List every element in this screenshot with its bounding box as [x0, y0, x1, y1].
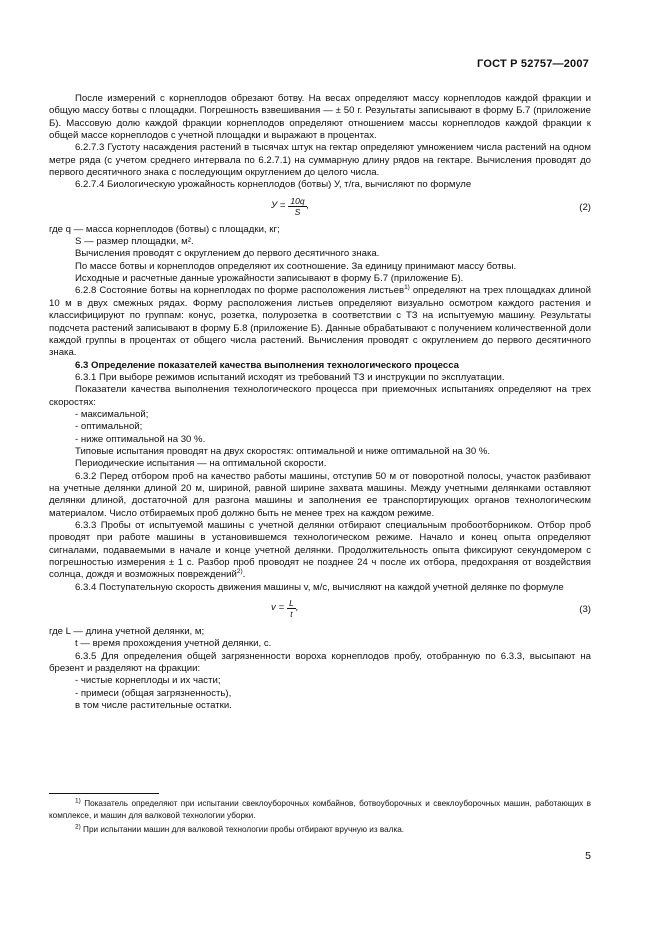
- formula-2-fraction: [288, 196, 306, 217]
- footnote-1-text: Показатель определяют при испытании свеклоуборочных комбайнов, ботвоуборочных и свеклоуборочных машин, работающих в комплексе, и машин для валковой технологии уборки.: [49, 799, 591, 820]
- footnote-2-text: При испытании машин для валковой технологии пробы отбирают вручную из валка.: [80, 825, 405, 835]
- list-item-opt: - оптимальной;: [75, 421, 143, 433]
- where-t: t — время прохождения учетной делянки, с.: [75, 638, 272, 650]
- formula-2-numerator: 10q: [290, 195, 305, 206]
- paragraph-type-tests: Типовые испытания проводят на двух скоростях: оптимальной и ниже оптимальной на 30 %.: [75, 445, 491, 457]
- paragraph-6-2-8-start: 6.2.8 Состояние ботвы на корнеплодах по форме расположения листьев: [75, 285, 405, 297]
- paragraph-6-2-8-rest: определяют на трех площадках длиной 10 м в двух смежных рядах. Форму расположения листьев определяют визуально осмотром каждого растения и классифицируют по группам: конус, розетка, полурозетка в соответствии с ТЗ на испытуемую машину. Результаты подсчета растений записывают в форму Б.8 (приложение Б). Данные обрабатывают с получением количественной доли каждой группы в процентах от общего числа растений. Вычисления проводят с округлением до первого десятичного знака.: [49, 285, 592, 359]
- where-s: S — размер площадки, м².: [75, 236, 194, 248]
- formula-3-tail: ,: [295, 602, 299, 614]
- paragraph-6-3-5: 6.3.5 Для определения общей загрязненности вороха корнеплодов пробу, отобранную по 6.3.3, высыпают на брезент и разделяют на фракции:: [49, 650, 591, 675]
- paragraph-6-2-7-4: 6.2.7.4 Биологическую урожайность корнеплодов (ботвы) У, т/га, вычисляют по формуле: [75, 179, 472, 191]
- paragraph-ratio: По массе ботвы и корнеплодов определяют их соотношение. За единицу принимают массу ботвы.: [75, 260, 517, 272]
- paragraph-6-3-3: [49, 520, 591, 582]
- standard-header: ГОСТ Р 52757—2007: [477, 58, 589, 70]
- list-item-max: - максимальной;: [75, 408, 149, 420]
- paragraph-6-3-1: 6.3.1 При выборе режимов испытаний исходят из требований ТЗ и инструкции по эксплуатации.: [75, 371, 505, 383]
- formula-2: [49, 192, 591, 224]
- formula-3-number: (3): [579, 604, 591, 616]
- paragraph-6-3-3-text: 6.3.3 Пробы от испытуемой машины с учетной делянки отбирают специальным пробоотборником. Отбор проб проводят при работе машины в установившемся технологическом режиме. Начало и конец опыта определяют сигналами, подаваемыми в начале и конце учетной делянки. Продолжительность опыта фиксируют секундомером с погрешностью измерения ± 1 с. Разбор проб проводят не позднее 24 ч после их отбора, предохраняя от воздействия солнца, дождя и возможных повреждений: [49, 520, 591, 581]
- where-q: где q — масса корнеплодов (ботвы) с площадки, кг;: [49, 223, 280, 235]
- formula-3-denominator: t: [290, 609, 293, 620]
- footnote-1-mark: 1): [75, 797, 81, 805]
- footnote-2: [49, 824, 591, 836]
- where-l: где L — длина учетной делянки, м;: [49, 626, 205, 638]
- footnote-1: [49, 798, 591, 821]
- page-number: 5: [585, 850, 591, 862]
- paragraph-periodic-tests: Периодические испытания — на оптимальной скорости.: [75, 458, 327, 470]
- formula-3-fraction: [287, 598, 296, 619]
- list-item-clean-roots: - чистые корнеплоды и их части;: [75, 675, 221, 687]
- formula-2-lhs: У =: [271, 200, 286, 212]
- footnotes: [49, 798, 591, 839]
- footnote-ref-2: 2): [236, 568, 243, 576]
- section-heading-6-3: 6.3 Определение показателей качества выполнения технологического процесса: [75, 359, 460, 371]
- formula-2-number: (2): [579, 201, 591, 213]
- document-body: [49, 93, 591, 712]
- footnote-2-mark: 2): [75, 823, 81, 831]
- paragraph-roots-fractions: После измерений с корнеплодов обрезают ботву. На весах определяют массу корнеплодов каждой фракции и общую массу ботвы с площадки. Погрешность взвешивания — ± 50 г. Результаты записывают в форму Б.7 (приложение Б). Массовую долю каждой фракции корнеплодов определяют отношением массы корнеплодов каждой фракции к общей массе корнеплодов с учетной площадки и выражают в процентах.: [49, 93, 591, 142]
- footnote-ref-1: 1): [404, 284, 410, 292]
- paragraph-speeds: Показатели качества выполнения технологического процесса при приемочных испытаниях определяют на трех скоростях:: [49, 384, 591, 408]
- paragraph-6-3-3-end: .: [242, 569, 246, 581]
- paragraph-6-3-2: 6.3.2 Перед отбором проб на качество работы машины, отступив 50 м от поворотной полосы, участок разбивают на учетные делянки длиной 20 м, шириной, равной ширине захвата машины. Между учетными делянками оставляют делянки длиной, достаточной для разгона машины и заполнения ее транспортирующих органов технологическим материалом. Число отбираемых проб должно быть не менее трех на каждом режиме.: [49, 470, 591, 519]
- paragraph-form-b7: Исходные и расчетные данные урожайности записывают в форму Б.7 (приложение Б).: [75, 273, 464, 285]
- formula-2-tail: ,: [306, 200, 310, 212]
- paragraph-6-3-4: 6.3.4 Поступательную скорость движения машины v, м/с, вычисляют на каждой учетной делянке по формуле: [75, 581, 564, 593]
- paragraph-6-2-8: [49, 285, 591, 359]
- formula-3-numerator: L: [289, 598, 294, 609]
- list-item-below: - ниже оптимальной на 30 %.: [75, 433, 206, 445]
- footnote-divider: [49, 793, 159, 794]
- paragraph-rounding: Вычисления проводят с округлением до первого десятичного знака.: [75, 248, 380, 260]
- list-item-impurities: - примеси (общая загрязненность),: [75, 687, 232, 699]
- list-item-plant-residues: в том числе растительные остатки.: [75, 700, 232, 712]
- paragraph-6-2-7-3: 6.2.7.3 Густоту насаждения растений в тысячах штук на гектар определяют умножением числа растений на одном метре ряда (с учетом среднего интервала по 6.2.7.1) на суммарную длину рядов на гектаре. Вычисления проводят до первого десятичного знака с последующим округлением до целого числа.: [49, 142, 591, 179]
- formula-2-denominator: S: [294, 206, 301, 217]
- formula-3: [49, 594, 591, 626]
- formula-3-lhs: v =: [271, 602, 285, 614]
- formula-3-expression: [271, 598, 298, 619]
- formula-2-expression: [271, 196, 309, 217]
